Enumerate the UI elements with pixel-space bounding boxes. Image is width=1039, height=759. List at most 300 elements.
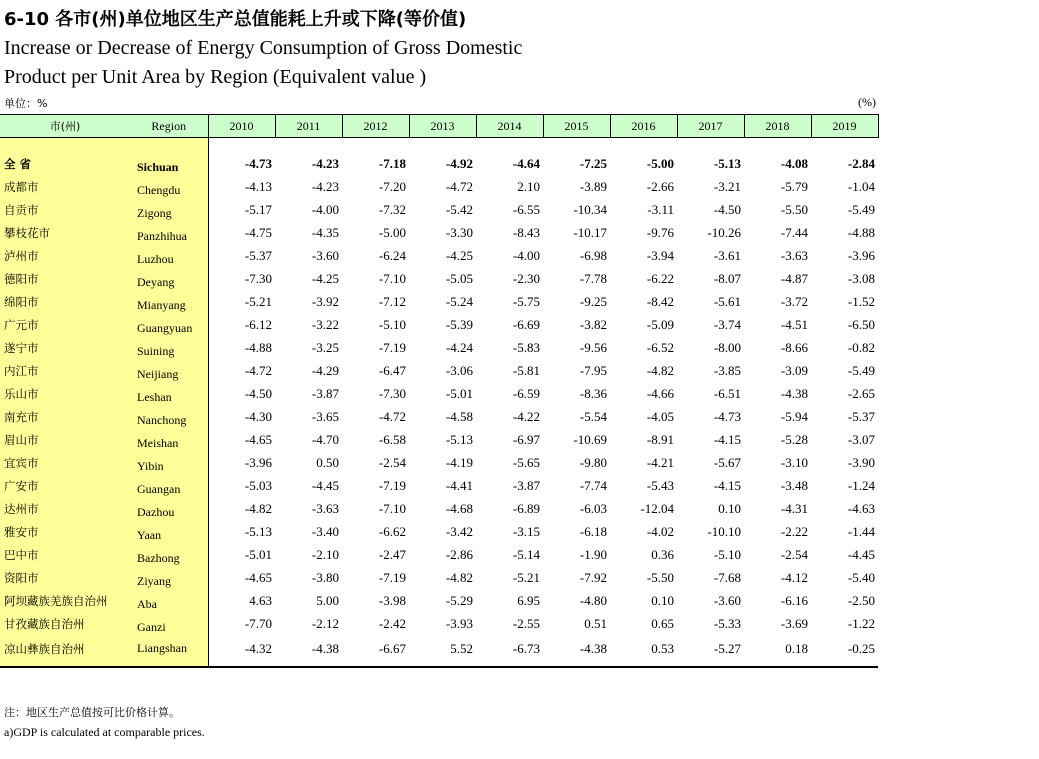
cell-value: -5.10 [713,546,741,562]
cell-value: -4.13 [244,178,272,194]
table-row [0,451,878,474]
cell-value: -3.25 [311,339,339,355]
cell-value: -5.13 [244,523,272,539]
column-header: 2012 [342,115,409,138]
cell-value: -4.65 [244,569,272,585]
cell-value: -6.03 [579,500,607,516]
table-title-cn: 6-10 各市(州)单位地区生产总值能耗上升或下降(等价值) [4,9,467,30]
cell-value: -3.65 [311,408,339,424]
cell-city: 广元市 [0,313,130,336]
cell-value: -3.92 [311,293,339,309]
cell-value: -6.18 [579,523,607,539]
cell-city: 阿坝藏族羌族自治州 [0,589,130,612]
table-row [0,474,878,497]
cell-value: 2.10 [517,178,540,194]
cell-city: 遂宁市 [0,336,130,359]
cell-value: -3.63 [311,500,339,516]
table-row [0,198,878,221]
table-row [0,359,878,382]
table-row [0,635,878,667]
cell-value: -4.50 [713,201,741,217]
cell-value: -4.38 [780,385,808,401]
column-header: 2018 [744,115,811,138]
cell-value: -4.30 [244,408,272,424]
cell-value: -6.67 [342,635,409,667]
cell-value: -4.82 [445,569,473,585]
cell-value: -4.58 [445,408,473,424]
cell-value: -7.30 [244,270,272,286]
cell-value: -4.22 [512,408,540,424]
column-header: 2011 [275,115,342,138]
cell-value: 0.53 [610,635,677,667]
cell-value: -7.12 [378,293,406,309]
cell-value: -10.69 [573,431,607,447]
cell-region: Yibin [130,451,208,474]
cell-value: -2.30 [512,270,540,286]
cell-value: -4.45 [847,546,875,562]
cell-value: -4.29 [311,362,339,378]
cell-value: -4.23 [311,155,339,171]
cell-value: -3.22 [311,316,339,332]
cell-value: -5.21 [244,293,272,309]
cell-value: -5.29 [445,592,473,608]
cell-value: -4.73 [713,408,741,424]
cell-value: -5.83 [512,339,540,355]
cell-region: Chengdu [130,175,208,198]
table-row [0,175,878,198]
column-header: 2019 [811,115,878,138]
cell-city: 宜宾市 [0,451,130,474]
cell-value: -4.72 [244,362,272,378]
cell-value: -5.17 [244,201,272,217]
cell-region: Ziyang [130,566,208,589]
cell-value: -7.19 [378,477,406,493]
cell-value: -2.47 [378,546,406,562]
cell-value: -3.40 [311,523,339,539]
cell-value: -12.04 [640,500,674,516]
cell-value: 0.50 [316,454,339,470]
cell-value: -5.42 [445,201,473,217]
cell-region: Mianyang [130,290,208,313]
table-row [0,566,878,589]
column-header: 2016 [610,115,677,138]
cell-city: 泸州市 [0,244,130,267]
cell-value: -5.01 [445,385,473,401]
cell-value: -5.01 [244,546,272,562]
cell-value: -6.89 [512,500,540,516]
table-row [0,543,878,566]
cell-value: -4.45 [311,477,339,493]
cell-value: -4.25 [311,270,339,286]
cell-value: -3.09 [780,362,808,378]
cell-value: -6.24 [378,247,406,263]
cell-value: -4.92 [445,155,473,171]
cell-value: -5.49 [847,362,875,378]
cell-value: -4.02 [646,523,674,539]
cell-city: 全 省 [0,152,130,175]
cell-city: 德阳市 [0,267,130,290]
cell-value: -7.19 [378,339,406,355]
cell-value: -8.91 [646,431,674,447]
cell-city: 广安市 [0,474,130,497]
cell-value: -5.00 [646,155,674,171]
cell-city: 乐山市 [0,382,130,405]
spacer-row [0,138,878,153]
cell-value: -10.34 [573,201,607,217]
cell-value: -5.67 [713,454,741,470]
cell-value: -3.15 [512,523,540,539]
cell-value: -4.12 [780,569,808,585]
cell-value: -6.97 [512,431,540,447]
column-header: 2017 [677,115,744,138]
cell-value: -3.93 [445,615,473,631]
cell-value: -4.82 [244,500,272,516]
cell-value: -6.59 [512,385,540,401]
cell-value: -3.87 [311,385,339,401]
cell-city: 资阳市 [0,566,130,589]
cell-value: -8.00 [713,339,741,355]
cell-region: Bazhong [130,543,208,566]
cell-value: -0.25 [811,635,878,667]
cell-value: -3.07 [847,431,875,447]
table-body [0,138,878,668]
cell-value: -1.24 [847,477,875,493]
cell-value: -7.68 [713,569,741,585]
cell-value: -6.52 [646,339,674,355]
cell-value: -9.56 [579,339,607,355]
cell-city: 自贡市 [0,198,130,221]
cell-region: Suining [130,336,208,359]
cell-value: -4.80 [579,592,607,608]
cell-value: -3.48 [780,477,808,493]
cell-city: 甘孜藏族自治州 [0,612,130,635]
spacer-cell [130,138,208,153]
cell-value: -6.22 [646,270,674,286]
footnote-en: a)GDP is calculated at comparable prices. [4,725,205,739]
cell-value: -5.49 [847,201,875,217]
cell-city: 巴中市 [0,543,130,566]
cell-value: -4.68 [445,500,473,516]
cell-value: -3.06 [445,362,473,378]
table-row [0,612,878,635]
cell-value: -4.50 [244,385,272,401]
cell-value: -2.10 [311,546,339,562]
cell-value: 0.51 [584,615,607,631]
cell-value: -3.69 [780,615,808,631]
column-header: 市(州) [0,115,130,138]
cell-region: Meishan [130,428,208,451]
cell-city: 雅安市 [0,520,130,543]
header-row [0,115,878,138]
cell-city: 内江市 [0,359,130,382]
cell-value: -5.24 [445,293,473,309]
cell-value: -3.60 [713,592,741,608]
cell-value: -4.00 [512,247,540,263]
cell-value: -5.37 [847,408,875,424]
cell-city: 达州市 [0,497,130,520]
cell-value: -5.13 [445,431,473,447]
cell-value: -2.42 [378,615,406,631]
cell-value: -9.25 [579,293,607,309]
column-header: 2014 [476,115,543,138]
cell-value: -5.21 [512,569,540,585]
cell-value: -5.28 [780,431,808,447]
cell-city: 凉山彝族自治州 [0,635,130,667]
cell-value: -5.10 [378,316,406,332]
cell-value: -10.17 [573,224,607,240]
table-row-province [0,152,878,175]
cell-value: -4.15 [713,431,741,447]
table-row [0,244,878,267]
column-header: Region [130,115,208,138]
cell-value: -3.11 [647,201,674,217]
cell-value: -4.32 [208,635,275,667]
cell-value: -3.42 [445,523,473,539]
cell-value: -4.25 [445,247,473,263]
cell-value: -3.89 [579,178,607,194]
cell-region: Yaan [130,520,208,543]
cell-value: -9.80 [579,454,607,470]
cell-value: 0.10 [651,592,674,608]
cell-value: -7.74 [579,477,607,493]
cell-value: -4.65 [244,431,272,447]
cell-value: -6.98 [579,247,607,263]
cell-value: -3.87 [512,477,540,493]
cell-region: Sichuan [130,152,208,175]
cell-value: -4.75 [244,224,272,240]
cell-value: -5.50 [646,569,674,585]
cell-value: -3.96 [847,247,875,263]
cell-value: -4.24 [445,339,473,355]
cell-value: -5.94 [780,408,808,424]
cell-value: -4.72 [378,408,406,424]
cell-value: -7.25 [579,155,607,171]
cell-value: -3.72 [780,293,808,309]
cell-value: -4.19 [445,454,473,470]
cell-value: -4.38 [543,635,610,667]
cell-value: -6.69 [512,316,540,332]
cell-city: 眉山市 [0,428,130,451]
cell-value: -3.94 [646,247,674,263]
data-table [0,114,879,668]
cell-value: -5.81 [512,362,540,378]
cell-value: -5.27 [677,635,744,667]
cell-value: -4.73 [244,155,272,171]
cell-value: -4.21 [646,454,674,470]
cell-value: -6.51 [713,385,741,401]
cell-value: -7.18 [378,155,406,171]
cell-value: -5.79 [780,178,808,194]
cell-value: -5.09 [646,316,674,332]
cell-value: -6.73 [476,635,543,667]
cell-value: -7.92 [579,569,607,585]
cell-value: 0.36 [651,546,674,562]
cell-value: -8.43 [512,224,540,240]
table-row [0,428,878,451]
cell-value: -5.14 [512,546,540,562]
cell-value: 4.63 [249,592,272,608]
cell-value: -4.35 [311,224,339,240]
cell-value: -5.75 [512,293,540,309]
cell-value: -10.10 [707,523,741,539]
table-row [0,290,878,313]
cell-value: -2.84 [847,155,875,171]
table-row [0,313,878,336]
cell-region: Luzhou [130,244,208,267]
cell-value: -5.39 [445,316,473,332]
unit-label-right: (%) [858,95,876,109]
cell-value: -8.66 [780,339,808,355]
cell-value: -3.21 [713,178,741,194]
column-header: 2010 [208,115,275,138]
cell-value: -4.51 [780,316,808,332]
cell-value: -3.08 [847,270,875,286]
cell-value: -5.54 [579,408,607,424]
cell-value: -7.30 [378,385,406,401]
cell-value: -6.62 [378,523,406,539]
cell-value: -7.95 [579,362,607,378]
cell-value: -10.26 [707,224,741,240]
table-row [0,221,878,244]
cell-region: Liangshan [130,635,208,667]
cell-value: -2.54 [378,454,406,470]
cell-value: -1.22 [847,615,875,631]
table-row [0,267,878,290]
cell-value: -6.47 [378,362,406,378]
cell-value: -6.55 [512,201,540,217]
footnote-cn: 注：地区生产总值按可比价格计算。 [4,706,180,719]
unit-label-left: 单位：% [4,97,48,110]
cell-value: -2.65 [847,385,875,401]
cell-value: -3.90 [847,454,875,470]
cell-value: -5.65 [512,454,540,470]
cell-value: -5.05 [445,270,473,286]
cell-value: -4.82 [646,362,674,378]
cell-value: -3.98 [378,592,406,608]
cell-value: -4.23 [311,178,339,194]
cell-value: -3.80 [311,569,339,585]
cell-region: Panzhihua [130,221,208,244]
cell-value: 0.65 [651,615,674,631]
cell-value: -1.90 [579,546,607,562]
cell-value: -7.10 [378,270,406,286]
cell-value: -5.00 [378,224,406,240]
cell-value: -4.08 [780,155,808,171]
cell-value: 5.00 [316,592,339,608]
cell-region: Ganzi [130,612,208,635]
cell-value: 6.95 [517,592,540,608]
table-row [0,520,878,543]
cell-city: 南充市 [0,405,130,428]
cell-value: -7.78 [579,270,607,286]
cell-value: -7.20 [378,178,406,194]
cell-value: -2.54 [780,546,808,562]
cell-region: Neijiang [130,359,208,382]
cell-value: -7.19 [378,569,406,585]
cell-value: -5.61 [713,293,741,309]
cell-value: -3.85 [713,362,741,378]
column-header: 2013 [409,115,476,138]
cell-city: 成都市 [0,175,130,198]
cell-region: Leshan [130,382,208,405]
cell-value: -5.50 [780,201,808,217]
table-row [0,336,878,359]
cell-value: -4.38 [275,635,342,667]
cell-value: -3.61 [713,247,741,263]
cell-value: -2.12 [311,615,339,631]
cell-value: -7.32 [378,201,406,217]
cell-value: -7.70 [244,615,272,631]
cell-city: 攀枝花市 [0,221,130,244]
table-title-en-line2: Product per Unit Area by Region (Equivalent value ) [4,66,427,88]
cell-value: -2.50 [847,592,875,608]
cell-value: -6.58 [378,431,406,447]
cell-value: -2.66 [646,178,674,194]
cell-value: -3.10 [780,454,808,470]
cell-value: -4.88 [847,224,875,240]
cell-region: Guangyuan [130,313,208,336]
cell-value: 0.18 [744,635,811,667]
cell-value: -4.15 [713,477,741,493]
cell-region: Dazhou [130,497,208,520]
cell-value: -1.04 [847,178,875,194]
cell-value: -4.66 [646,385,674,401]
spacer-cell [0,138,130,153]
cell-value: -5.03 [244,477,272,493]
cell-value: -6.16 [780,592,808,608]
cell-value: -3.96 [244,454,272,470]
cell-value: -5.13 [713,155,741,171]
column-header: 2015 [543,115,610,138]
cell-region: Aba [130,589,208,612]
table-row [0,382,878,405]
cell-value: -4.87 [780,270,808,286]
cell-value: -2.22 [780,523,808,539]
cell-region: Zigong [130,198,208,221]
cell-value: -6.12 [244,316,272,332]
cell-value: -3.60 [311,247,339,263]
cell-city: 绵阳市 [0,290,130,313]
cell-value: -7.10 [378,500,406,516]
spacer-cell [208,138,878,153]
cell-value: -3.82 [579,316,607,332]
cell-value: -3.63 [780,247,808,263]
cell-value: -9.76 [646,224,674,240]
cell-value: -0.82 [847,339,875,355]
cell-value: -4.41 [445,477,473,493]
cell-region: Guangan [130,474,208,497]
cell-value: -4.72 [445,178,473,194]
cell-value: -4.00 [311,201,339,217]
cell-value: -4.64 [512,155,540,171]
cell-value: 5.52 [409,635,476,667]
table-row [0,589,878,612]
cell-value: -4.88 [244,339,272,355]
cell-value: 0.10 [718,500,741,516]
cell-value: -1.44 [847,523,875,539]
cell-value: -6.50 [847,316,875,332]
cell-region: Deyang [130,267,208,290]
cell-value: -8.42 [646,293,674,309]
cell-value: -1.52 [847,293,875,309]
cell-value: -5.33 [713,615,741,631]
cell-value: -2.55 [512,615,540,631]
cell-value: -7.44 [780,224,808,240]
cell-region: Nanchong [130,405,208,428]
table-title-en-line1: Increase or Decrease of Energy Consumption of Gross Domestic [4,37,523,59]
cell-value: -5.40 [847,569,875,585]
cell-value: -3.74 [713,316,741,332]
